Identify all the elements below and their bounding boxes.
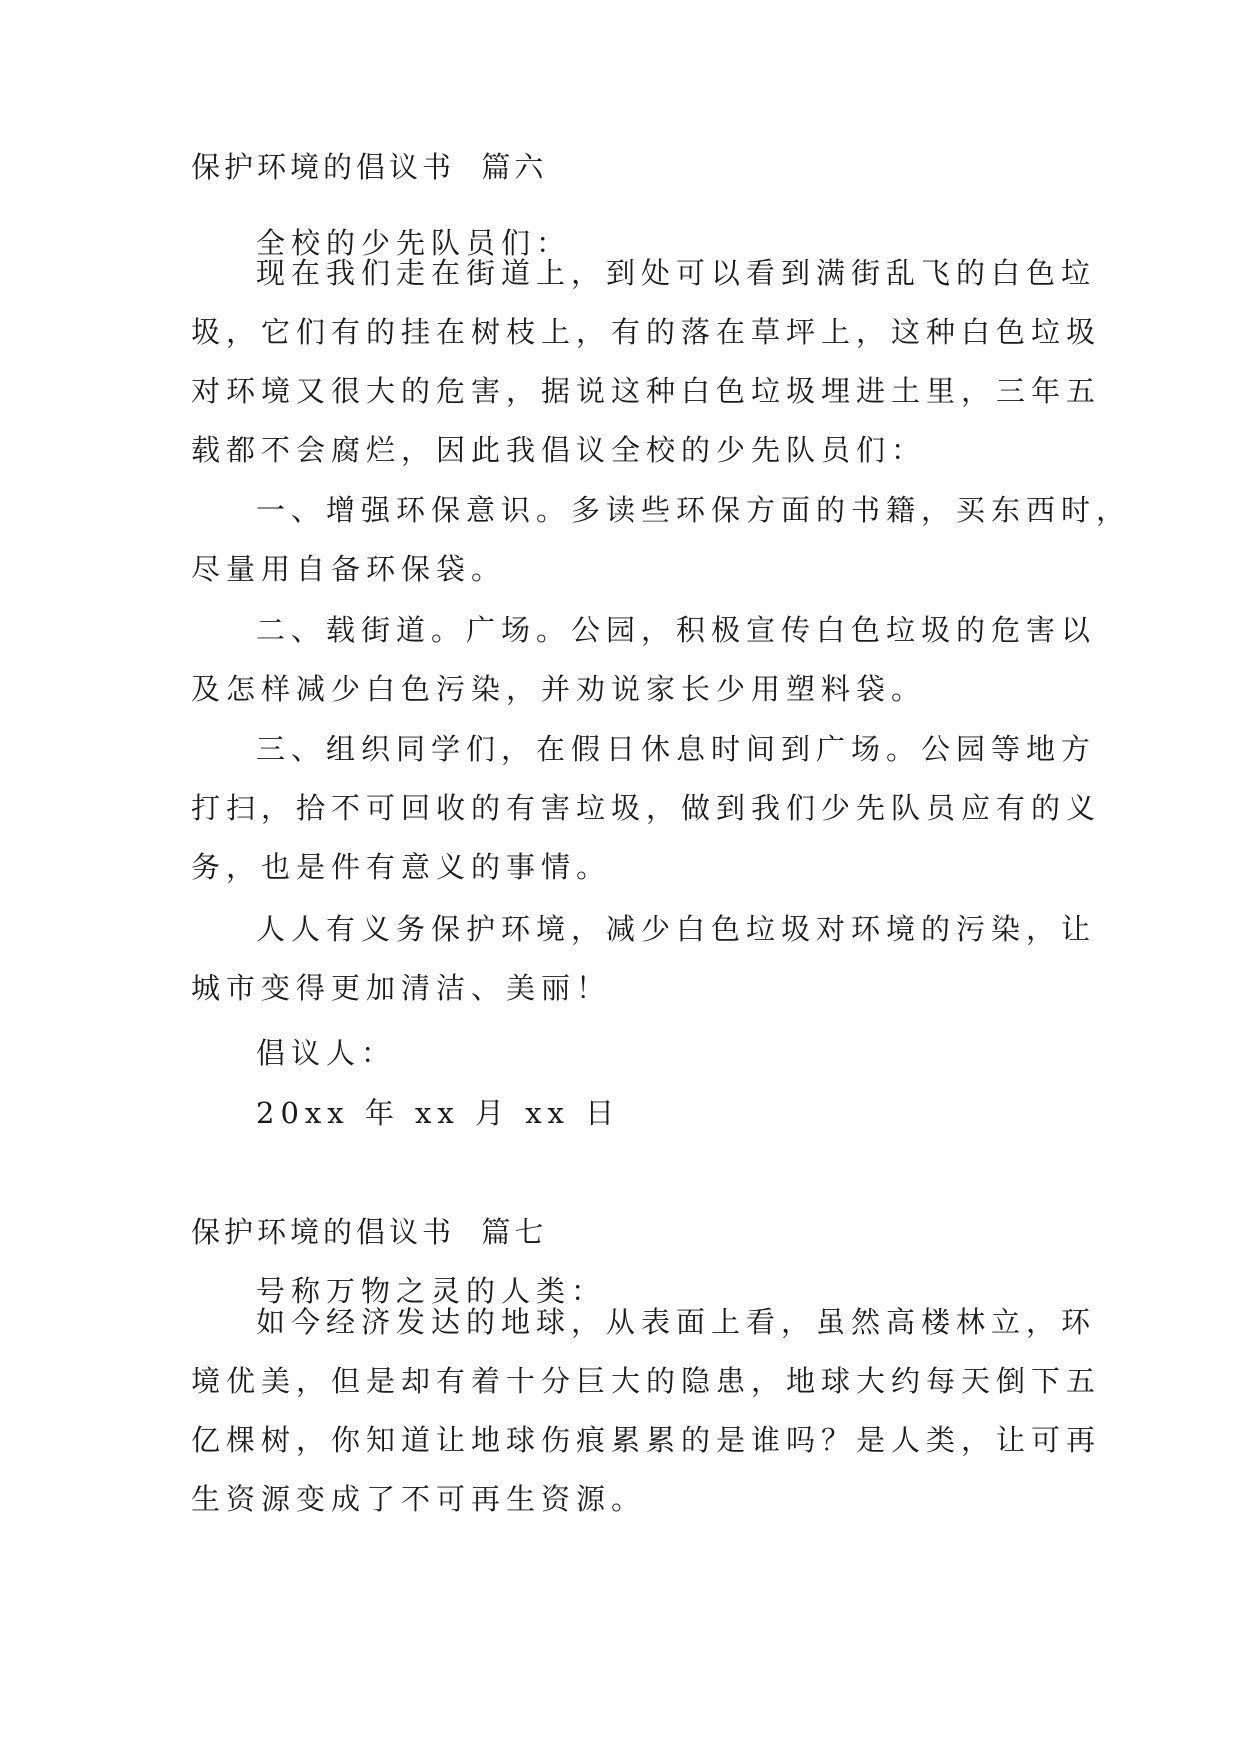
paragraph-line: 二、载街道。广场。公园，积极宣传白色垃圾的危害以 — [256, 613, 1097, 647]
section6-paragraph-2 — [191, 481, 1132, 599]
paragraph-line: 如今经济发达的地球，从表面上看，虽然高楼林立，环 — [256, 1305, 1097, 1339]
paragraph-line: 生资源变成了不可再生资源。 — [191, 1482, 647, 1516]
section6-title: 保护环境的倡议书 篇六 — [191, 150, 548, 184]
paragraph-line: 境优美，但是却有着十分巨大的隐患，地球大约每天倒下五 — [191, 1364, 1102, 1398]
paragraph-line: 人人有义务保护环境，减少白色垃圾对环境的污染，让 — [256, 912, 1097, 946]
paragraph-line: 城市变得更加清洁、美丽！ — [191, 971, 612, 1005]
paragraph-line: 务，也是件有意义的事情。 — [191, 850, 612, 884]
section6-salutation: 全校的少先队员们： — [256, 226, 572, 260]
paragraph-line: 一、增强环保意识。多读些环保方面的书籍，买东西时， — [256, 493, 1132, 527]
paragraph-line: 尽量用自备环保袋。 — [191, 552, 507, 586]
paragraph-line: 亿棵树，你知道让地球伤痕累累的是谁吗？是人类，让可再 — [191, 1423, 1102, 1457]
paragraph-line: 打扫，拾不可回收的有害垃圾，做到我们少先队员应有的义 — [191, 791, 1102, 825]
section6-paragraph-4 — [191, 720, 1102, 897]
section6-paragraph-1 — [191, 244, 1102, 480]
paragraph-line: 现在我们走在街道上，到处可以看到满街乱飞的白色垃 — [256, 256, 1097, 290]
paragraph-line: 三、组织同学们，在假日休息时间到广场。公园等地方 — [256, 732, 1097, 766]
section7-salutation: 号称万物之灵的人类： — [256, 1274, 607, 1308]
paragraph-line: 及怎样减少白色污染，并劝说家长少用塑料袋。 — [191, 672, 927, 706]
paragraph-line: 载都不会腐烂，因此我倡议全校的少先队员们： — [191, 433, 927, 467]
paragraph-line: 圾，它们有的挂在树枝上，有的落在草坪上，这种白色垃圾 — [191, 315, 1102, 349]
section7-paragraph-1 — [191, 1293, 1102, 1529]
signer-label: 倡议人： — [256, 1036, 397, 1070]
date-line: 20xx 年 xx 月 xx 日 — [256, 1096, 621, 1130]
paragraph-line: 对环境又很大的危害，据说这种白色垃圾埋进土里，三年五 — [191, 374, 1102, 408]
section7-title: 保护环境的倡议书 篇七 — [191, 1215, 548, 1249]
section6-paragraph-3 — [191, 601, 1097, 719]
section6-paragraph-5 — [191, 900, 1097, 1018]
